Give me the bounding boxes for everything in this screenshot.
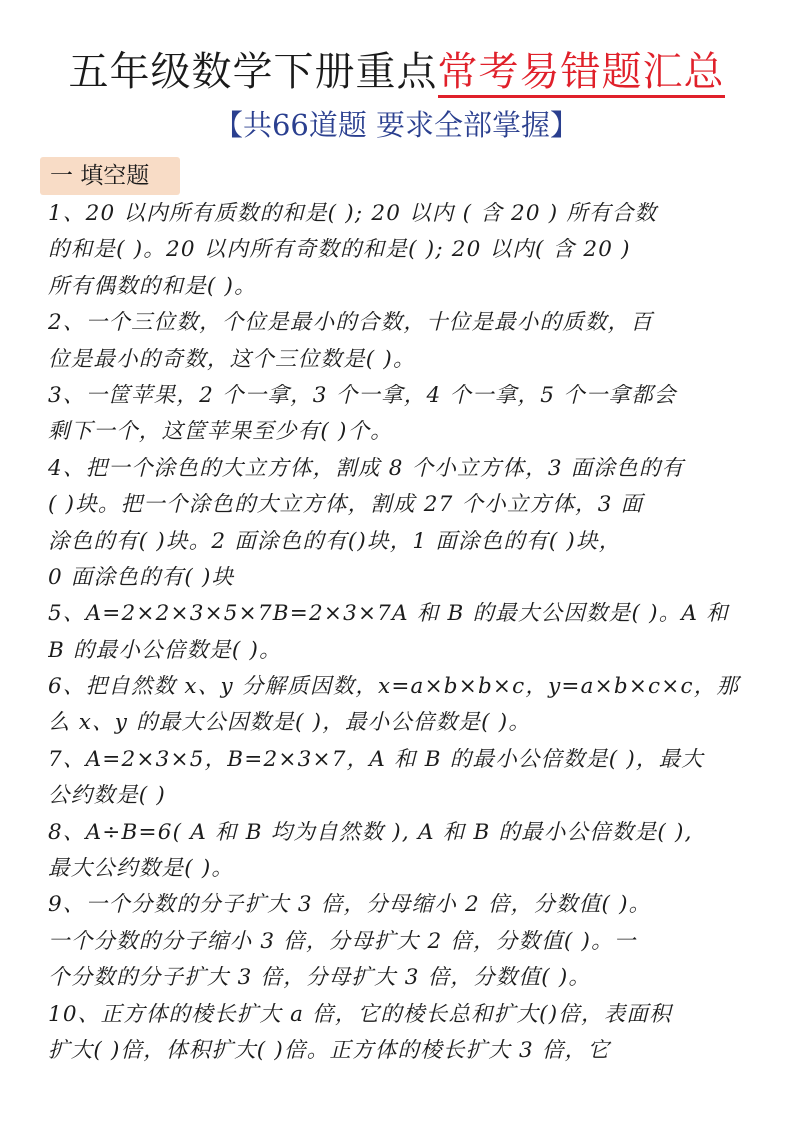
question-line: 5、A=2×2×3×5×7B=2×3×7A 和 B 的最大公因数是( )。A 和 [48, 601, 729, 627]
question-line: 8、A÷B=6( A 和 B 均为自然数 ), A 和 B 的最小公倍数是( ), [48, 819, 693, 845]
question-line: 一个分数的分子缩小 3 倍，分母扩大 2 倍，分数值( )。一 [48, 928, 637, 954]
question-line: 4、把一个涂色的大立方体，割成 8 个小立方体，3 面涂色的有 [48, 455, 685, 481]
question-line: 1、20 以内所有质数的和是( ); 20 以内 ( 含 20 ) 所有合数 [48, 201, 658, 226]
question-line: 最大公约数是( )。 [48, 856, 235, 882]
question-line: 0 面涂色的有( )块 [48, 564, 235, 590]
section-heading-fill-in-blanks: 一 填空题 [40, 157, 180, 195]
question-line: 所有偶数的和是( )。 [48, 273, 257, 299]
question-line: 9、一个分数的分子扩大 3 倍，分母缩小 2 倍，分数值( )。 [48, 892, 652, 918]
question-line: 7、A=2×3×5，B=2×3×7，A 和 B 的最小公倍数是( )，最大 [48, 746, 705, 772]
question-line: 么 x、y 的最大公因数是( )，最小公倍数是( )。 [48, 710, 532, 736]
question-line: 扩大( )倍，体积扩大( )倍。正方体的棱长扩大 3 倍，它 [48, 1037, 611, 1063]
question-line: 剩下一个，这筐苹果至少有( )个。 [48, 419, 394, 445]
question-line: 个分数的分子扩大 3 倍，分母扩大 3 倍，分数值( )。 [48, 965, 592, 991]
page-subtitle: 【共66道题 要求全部掌握】 [213, 108, 580, 142]
question-line: B 的最小公倍数是( )。 [48, 637, 282, 663]
question-line: 的和是( )。20 以内所有奇数的和是( ); 20 以内( 含 20 ) [48, 237, 631, 263]
title-main: 五年级数学下册重点 [68, 49, 438, 95]
question-line: 公约数是( ) [48, 783, 167, 809]
question-line: 10、正方体的棱长扩大 a 倍，它的棱长总和扩大()倍，表面积 [48, 1001, 672, 1027]
question-line: 3、一筐苹果，2 个一拿，3 个一拿，4 个一拿，5 个一拿都会 [48, 382, 677, 408]
question-line: 2、一个三位数，个位是最小的合数，十位是最小的质数，百 [48, 310, 654, 336]
question-line: ( )块。把一个涂色的大立方体，割成 27 个小立方体，3 面 [48, 492, 644, 518]
question-line: 6、把自然数 x、y 分解质因数，x=a×b×b×c，y=a×b×c×c，那 [48, 674, 740, 700]
page-title [0, 44, 793, 100]
title-highlight: 常考易错题汇总 [438, 49, 725, 98]
question-line: 位是最小的奇数，这个三位数是( )。 [48, 346, 416, 372]
question-list [48, 196, 748, 1069]
question-line: 涂色的有( )块。2 面涂色的有()块，1 面涂色的有( )块， [48, 528, 622, 554]
